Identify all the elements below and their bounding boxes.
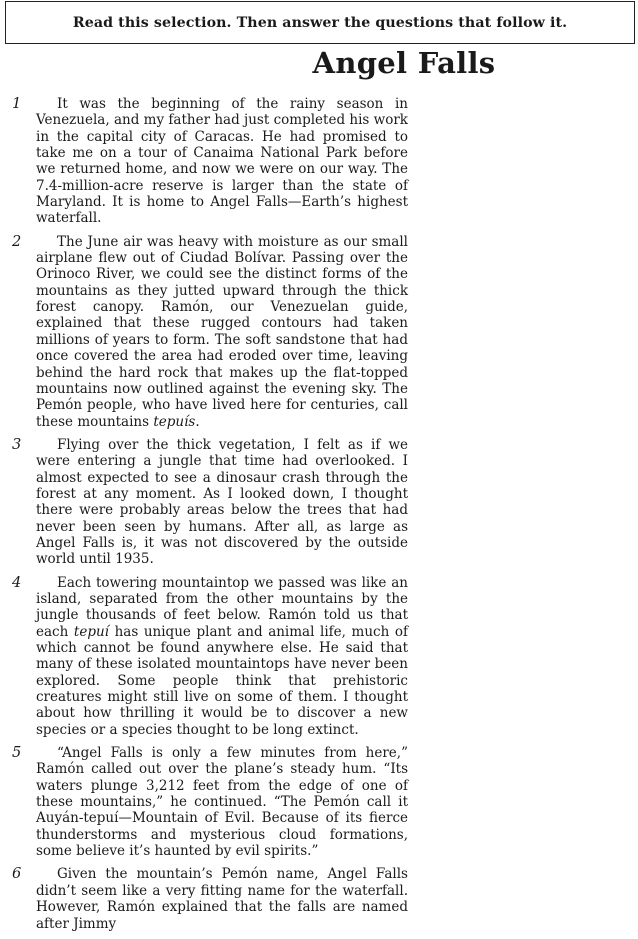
paragraph-number: 3 xyxy=(12,435,22,453)
paragraph-number: 2 xyxy=(12,232,22,250)
paragraph-text: Given the mountain’s Pemón name, Angel Falls didn’t seem like a very fitting name for the waterfall. However, Ramón explained that the falls are named after Jimmy xyxy=(36,866,408,932)
paragraph-number: 6 xyxy=(12,865,22,883)
selection-title xyxy=(0,46,638,80)
paragraph-text: Flying over the thick vegetation, I felt as if we were entering a jungle that time had overlooked. I almost expected to see a dinosaur crash through the forest at any moment. As I looked down, I thought there were probably areas below the trees that had never been seen by humans. After all, as large as Angel Falls is, it was not discovered by the outside world until 1935. xyxy=(36,436,408,568)
paragraph xyxy=(0,437,638,568)
instruction-box xyxy=(5,1,635,44)
paragraph-text: The June air was heavy with moisture as our small airplane flew out of Ciudad Bolívar. Passing over the Orinoco River, we could see the distinct forms of the mountains as they jutted upward through the thick forest canopy. Ramón, our Venezuelan guide, explained that these rugged contours had taken millions of years to form. The soft sandstone that had once covered the area had eroded over time, leaving behind the hard rock that makes up the flat-topped mountains now outlined against the evening sky. The Pemón people, who have lived here for centuries, call these mountains tepuís. xyxy=(36,233,408,430)
paragraph-number: 1 xyxy=(12,95,22,112)
paragraph-text: It was the beginning of the rainy season in Venezuela, and my father had just completed his work in the capital city of Caracas. He had promised to take me on a tour of Canaima National Park before we returned home, and now we were on our way. The 7.4-million-acre reserve is larger than the state of Maryland. It is home to Angel Falls—Earth’s highest waterfall. xyxy=(36,96,408,227)
instruction-text: Read this selection. Then answer the questions that follow it. xyxy=(72,14,568,31)
paragraph-number: 4 xyxy=(12,573,22,591)
paragraph-text: Each towering mountaintop we passed was like an island, separated from the other mountains by the jungle thousands of feet below. Ramón told us that each tepuí has unique plant and animal life, much of which cannot be found anywhere else. He said that many of these isolated mountaintops have never been explored. Some people think that prehistoric creatures might still live on some of them. I thought about how thrilling it would be to discover a new species or a species thought to be long extinct. xyxy=(36,574,409,738)
paragraph xyxy=(0,96,638,227)
paragraph xyxy=(0,234,638,430)
title-text: Angel Falls xyxy=(312,46,496,80)
paragraph xyxy=(0,575,638,738)
paragraph-number: 5 xyxy=(12,744,22,762)
paragraph xyxy=(0,745,638,859)
passage-body xyxy=(0,96,638,939)
paragraph xyxy=(0,866,638,931)
paragraph-text: “Angel Falls is only a few minutes from here,” Ramón called out over the plane’s steady hum. “Its waters plunge 3,212 feet from the edge of one of these mountains,” he continued. “The Pemón call it Auyán-tepuí—Mountain of Evil. Because of its fierce thunderstorms and mysterious cloud formations, some believe it’s haunted by evil spirits.” xyxy=(36,745,408,860)
